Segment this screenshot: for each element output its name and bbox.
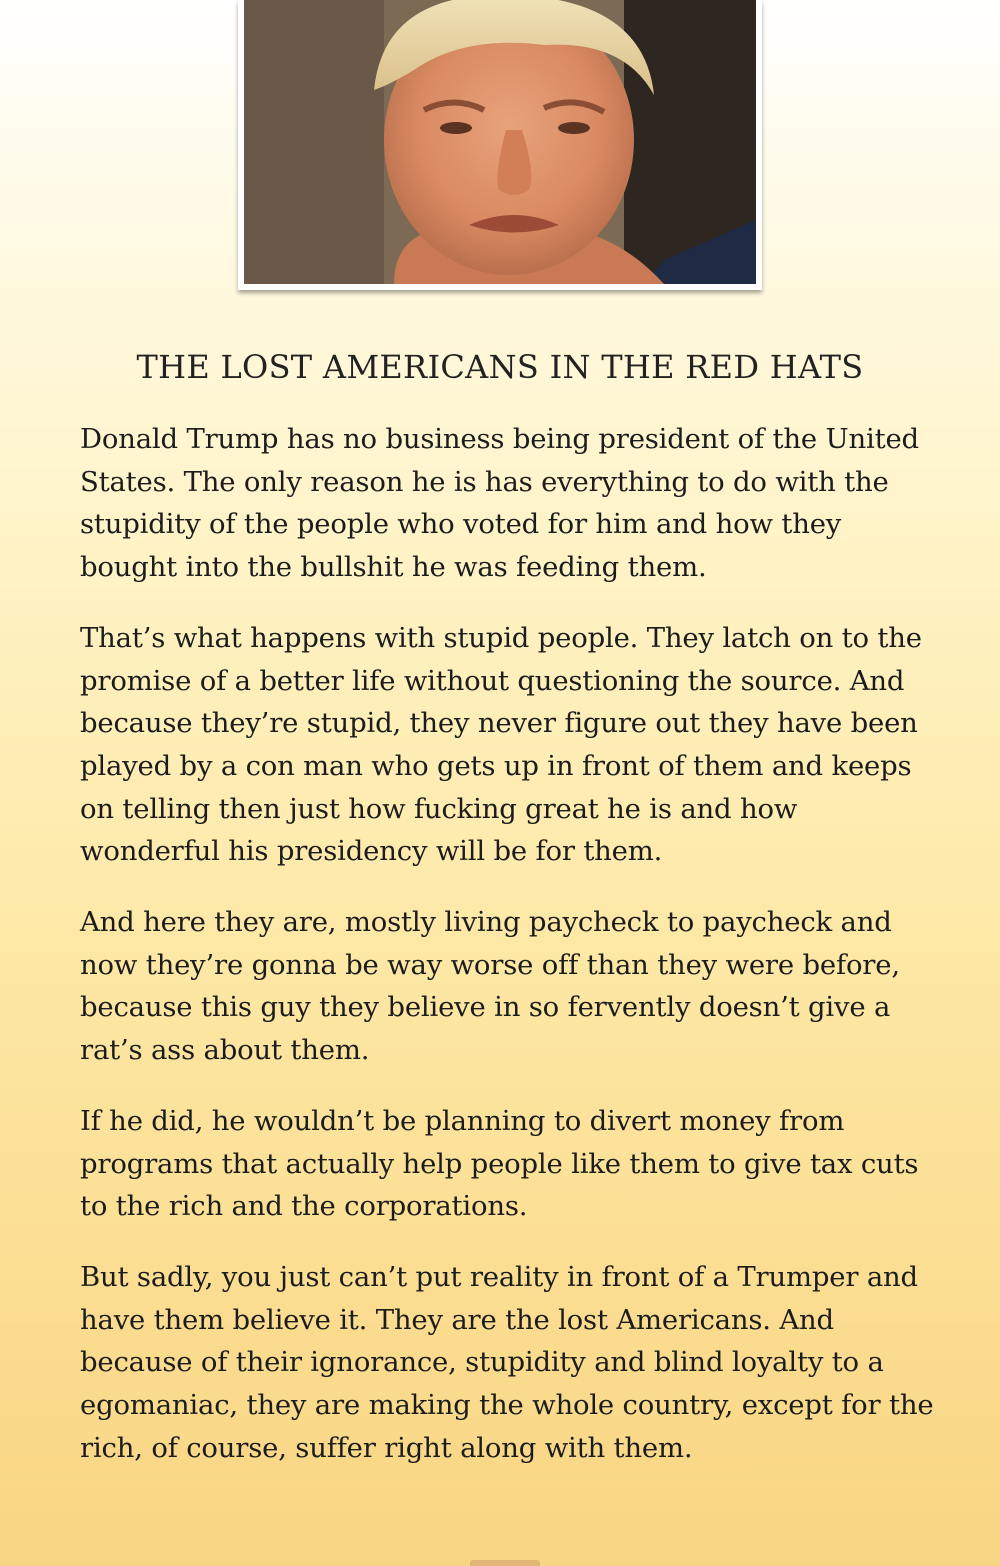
portrait-illustration (244, 0, 756, 284)
photo-frame (238, 0, 762, 290)
bottom-decoration (470, 1560, 540, 1566)
article-body (80, 418, 940, 1497)
paragraph: But sadly, you just can’t put reality in front of a Trumper and have them believe it. They are the lost Americans. And because of their ignorance, stupidity and blind loyalty to a egomaniac, they are making the whole country, except for the rich, of course, suffer right along with them. (80, 1260, 934, 1464)
paragraph: And here they are, mostly living paycheck to paycheck and now they’re gonna be way worse off than they were before, because this guy they believe in so fervently doesn’t give a rat’s ass about them. (80, 906, 900, 1067)
article-title: THE LOST AMERICANS IN THE RED HATS (136, 348, 864, 386)
paragraph: That’s what happens with stupid people. They latch on to the promise of a better life without questioning the source. And because they’re stupid, they never figure out they have been played by a con man who gets up in front of them and keeps on telling then just how fucking great he is and how wonderful his presidency will be for them. (80, 621, 922, 868)
portrait-photo (244, 0, 756, 284)
paragraph: If he did, he wouldn’t be planning to divert money from programs that actually help people like them to give tax cuts to the rich and the corporations. (80, 1104, 919, 1223)
paragraph: Donald Trump has no business being president of the United States. The only reason he is has everything to do with the stupidity of the people who voted for him and how they bought into the bullshit he was feeding them. (80, 423, 919, 584)
